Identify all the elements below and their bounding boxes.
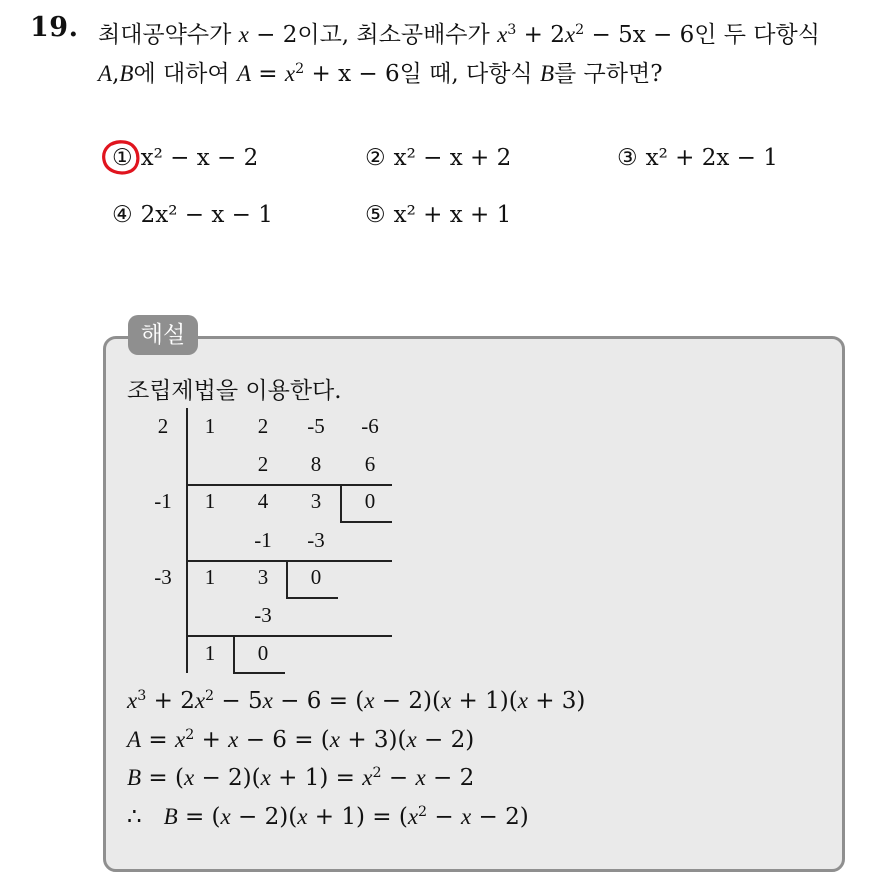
table-cell: -5 — [307, 414, 325, 438]
solution-intro: 조립제법을 이용한다. — [127, 378, 342, 404]
question-text: 일 때, 다항식 — [399, 61, 540, 87]
division-rule-line — [340, 521, 392, 523]
choice-text: x² − x − 2 — [140, 145, 259, 171]
table-cell: -1 — [254, 528, 272, 552]
table-cell: 0 — [364, 489, 376, 513]
table-cell: 0 — [310, 565, 322, 589]
choice-5[interactable] — [365, 202, 511, 228]
question-text: − 5x − 6 — [584, 22, 695, 48]
table-cell: 1 — [204, 489, 216, 513]
solution-badge: 해설 — [128, 315, 198, 355]
var-A: A — [98, 61, 113, 86]
table-cell: 1 — [204, 565, 216, 589]
table-cell: 2 — [257, 452, 269, 476]
exponent: 2 — [295, 61, 305, 78]
table-cell: 0 — [257, 641, 269, 665]
equation-line-2: $A = x^2 + x - 6 = (x + 3)(x - 2)$ — [127, 727, 475, 753]
division-rule-line — [233, 672, 285, 674]
equation-line-1: $x^3 + 2x^2 - 5x - 6 = (x - 2)(x + 1)(x + 3)$ — [127, 688, 586, 714]
question-text: 최대공약수가 — [98, 22, 239, 48]
table-cell: 3 — [310, 489, 322, 513]
table-cell: -3 — [254, 603, 272, 627]
question-text: 이고, 최소공배수가 — [297, 22, 498, 48]
question-line-1 — [98, 16, 820, 49]
question-text: 인 두 다항식 — [694, 22, 820, 48]
division-rule-line — [340, 484, 342, 522]
equation-line-3: $B = (x - 2)(x + 1) = x^2 - x - 2$ — [127, 765, 475, 791]
choice-number: ③ — [617, 145, 638, 171]
var-x: x — [284, 61, 296, 86]
choice-number: ④ — [112, 202, 133, 228]
choice-4[interactable] — [112, 202, 273, 228]
division-rule-line — [286, 597, 338, 599]
choice-text: 2x² − x − 1 — [140, 202, 273, 228]
table-cell: 8 — [310, 452, 322, 476]
table-cell: 2 — [257, 414, 269, 438]
question-line-2 — [98, 55, 663, 88]
answer-circle-mark-icon — [100, 138, 142, 178]
table-cell: 1 — [204, 414, 216, 438]
question-text: 를 구하면? — [554, 61, 663, 87]
table-cell: 1 — [204, 641, 216, 665]
var-x: x — [564, 22, 576, 47]
question-number: 19. — [30, 12, 79, 43]
table-cell: -6 — [361, 414, 379, 438]
table-cell: 6 — [364, 452, 376, 476]
table-cell: 4 — [257, 489, 269, 513]
var-x: x — [238, 22, 249, 47]
division-rule-line — [186, 635, 392, 637]
exponent: 3 — [507, 22, 517, 39]
question-text: + x − 6 — [304, 61, 400, 87]
equals: = — [251, 61, 285, 87]
choice-number: ⑤ — [365, 202, 386, 228]
divisor-value: -3 — [154, 565, 172, 589]
question-text: + 2 — [516, 22, 565, 48]
choice-text: x² + x + 1 — [393, 202, 512, 228]
division-rule-line — [186, 408, 188, 673]
var-B: B — [119, 61, 134, 86]
choice-3[interactable] — [617, 145, 778, 171]
var-A: A — [236, 61, 251, 86]
choice-number: ② — [365, 145, 386, 171]
question-text: − 2 — [248, 22, 298, 48]
table-cell: -3 — [307, 528, 325, 552]
divisor-value: -1 — [154, 489, 172, 513]
division-rule-line — [186, 484, 392, 486]
division-rule-line — [233, 635, 235, 673]
table-cell: 3 — [257, 565, 269, 589]
question-text: 에 대하여 — [133, 61, 237, 87]
exponent: 2 — [575, 22, 585, 39]
var-B: B — [539, 61, 555, 86]
choice-text: x² − x + 2 — [393, 145, 512, 171]
choice-number: ① — [112, 145, 133, 171]
division-rule-line — [186, 560, 392, 562]
equation-line-4: ∴ $B = (x - 2)(x + 1) = (x^2 - x - 2)$ — [127, 804, 529, 830]
comma: , — [112, 61, 120, 87]
choice-2[interactable] — [365, 145, 511, 171]
choice-text: x² + 2x − 1 — [645, 145, 778, 171]
division-rule-line — [286, 560, 288, 598]
var-x: x — [497, 22, 508, 47]
divisor-value: 2 — [157, 414, 169, 438]
